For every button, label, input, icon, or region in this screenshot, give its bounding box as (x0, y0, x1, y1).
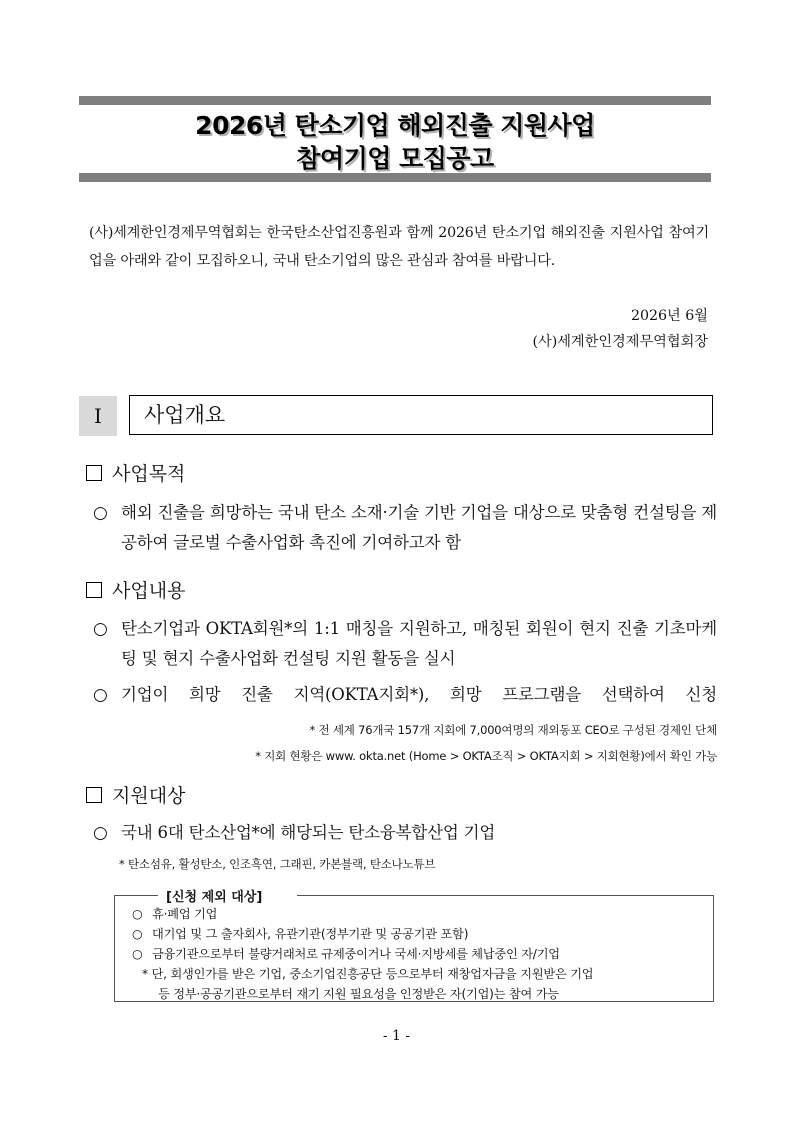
heading-target-label: 지원대상 (112, 785, 186, 807)
exclusion-line-text: 대기업 및 그 출자회사, 유관기관(정부기관 및 공공기관 포함) (152, 927, 469, 941)
exclusion-line-text: 금융기관으로부터 불량거래처로 규제중이거나 국세·지방세를 체납중인 자/기업 (152, 947, 560, 961)
page-number: - 1 - (382, 1028, 411, 1044)
announcement-signer: (사)세계한인경제무역협회장 (532, 334, 708, 350)
exclusion-note-cont: 등 정부·공공기관으로부터 재기 지원 필요성을 인정받은 자(기업)는 참여 가능 (158, 987, 559, 1001)
exclusion-line-text: 휴·폐업 기업 (152, 907, 218, 921)
section-number: I (79, 396, 117, 436)
heading-content (86, 576, 185, 603)
content-item-2-text: 기업이 희망 진출 지역(OKTA지회*), 희망 프로그램을 선택하여 신청 (121, 685, 717, 704)
intro-paragraph: (사)세계한인경제무역협회는 한국탄소산업진흥원과 함께 2026년 탄소기업 해외진출 지원사업 참여기업을 아래와 같이 모집하오니, 국내 탄소기업의 많은 관심과 참여를 바랍니다. (89, 225, 709, 269)
announcement-date: 2026년 6월 (630, 308, 708, 324)
target-note: * 탄소섬유, 활성탄소, 인조흑연, 그래핀, 카본블랙, 탄소나노튜브 (119, 857, 436, 871)
exclusion-note: * 단, 회생인가를 받은 기업, 중소기업진흥공단 등으로부터 재창업자금을 지원받은 기업 (142, 967, 594, 981)
exclusion-line (132, 905, 217, 922)
section-title: 사업개요 (129, 395, 713, 435)
page-title-line1: 2026년 탄소기업 해외진출 지원사업 (195, 111, 595, 140)
content-item-1 (93, 614, 717, 674)
target-item (93, 818, 717, 848)
exclusion-title: [신청 제외 대상] (166, 890, 263, 905)
heading-purpose-label: 사업목적 (112, 463, 186, 485)
purpose-item-text: 해외 진출을 희망하는 국내 탄소 소재·기술 기반 기업을 대상으로 맞춤형 컨설팅을 제공하여 글로벌 수출사업화 촉진에 기여하고자 함 (121, 503, 717, 552)
exclusion-line (132, 945, 560, 962)
purpose-item (93, 498, 717, 558)
circle-bullet-icon: ○ (132, 907, 143, 921)
content-item-2 (93, 680, 717, 710)
heading-content-label: 사업내용 (112, 580, 186, 602)
checkbox-square-icon (86, 787, 102, 803)
checkbox-square-icon (86, 465, 102, 481)
target-item-text: 국내 6대 탄소산업*에 해당되는 탄소융복합산업 기업 (121, 823, 496, 842)
heading-target (86, 781, 185, 808)
title-bar-top (79, 96, 711, 105)
circle-bullet-icon: ○ (132, 927, 143, 941)
heading-purpose (86, 459, 185, 486)
page-title-line2: 참여기업 모집공고 (296, 144, 494, 173)
title-bar-bottom (79, 173, 711, 182)
exclusion-line (132, 925, 468, 942)
content-note-1: * 전 세계 76개국 157개 지회에 7,000여명의 재외동포 CEO로 구성된 경제인 단체 (309, 723, 717, 737)
content-note-2: * 지회 현황은 www. okta.net (Home > OKTA조직 > OKTA지회 > 지회현황)에서 확인 가능 (255, 749, 717, 763)
circle-bullet-icon: ○ (93, 823, 108, 843)
circle-bullet-icon: ○ (93, 503, 108, 523)
circle-bullet-icon: ○ (93, 619, 108, 639)
checkbox-square-icon (86, 582, 102, 598)
content-item-1-text: 탄소기업과 OKTA회원*의 1:1 매칭을 지원하고, 매칭된 회원이 현지 진출 기초마케팅 및 현지 수출사업화 컨설팅 지원 활동을 실시 (121, 619, 717, 668)
circle-bullet-icon: ○ (132, 947, 143, 961)
circle-bullet-icon: ○ (93, 685, 108, 705)
